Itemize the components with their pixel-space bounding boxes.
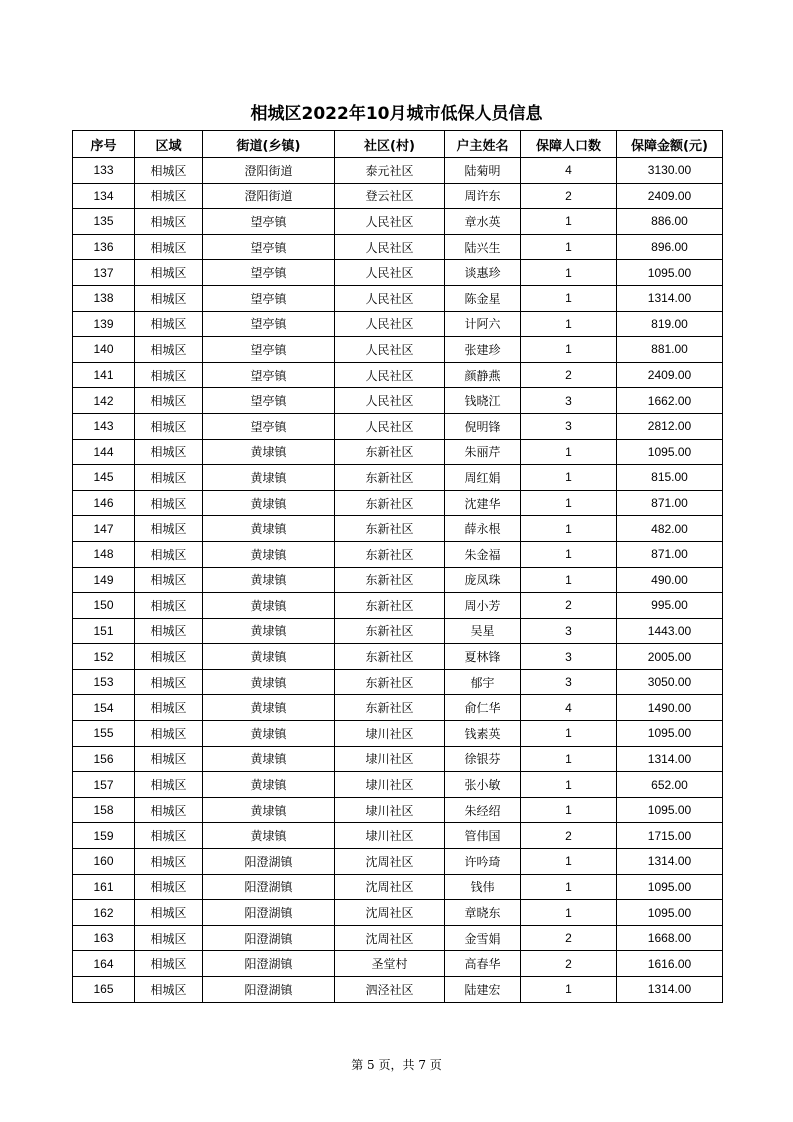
cell-householder: 高春华 bbox=[445, 951, 521, 977]
cell-street-town: 黄埭镇 bbox=[203, 465, 335, 491]
cell-street-town: 黄埭镇 bbox=[203, 618, 335, 644]
document-title: 相城区2022年10月城市低保人员信息 bbox=[250, 104, 543, 124]
cell-amount: 1314.00 bbox=[617, 285, 723, 311]
cell-serial: 138 bbox=[73, 285, 135, 311]
cell-street-town: 黄埭镇 bbox=[203, 695, 335, 721]
table-row bbox=[73, 618, 723, 644]
table-row bbox=[73, 362, 723, 388]
table-row bbox=[73, 260, 723, 286]
cell-serial: 149 bbox=[73, 567, 135, 593]
cell-district: 相城区 bbox=[135, 388, 203, 414]
cell-serial: 148 bbox=[73, 541, 135, 567]
cell-householder: 钱晓江 bbox=[445, 388, 521, 414]
cell-amount: 3050.00 bbox=[617, 669, 723, 695]
cell-covered-persons: 1 bbox=[521, 746, 617, 772]
cell-serial: 146 bbox=[73, 490, 135, 516]
cell-householder: 朱经绍 bbox=[445, 797, 521, 823]
cell-district: 相城区 bbox=[135, 593, 203, 619]
cell-serial: 155 bbox=[73, 721, 135, 747]
cell-amount: 1095.00 bbox=[617, 439, 723, 465]
cell-serial: 133 bbox=[73, 158, 135, 184]
cell-covered-persons: 1 bbox=[521, 465, 617, 491]
cell-serial: 141 bbox=[73, 362, 135, 388]
column-header-district: 区域 bbox=[135, 131, 203, 158]
cell-community: 东新社区 bbox=[335, 439, 445, 465]
cell-amount: 1095.00 bbox=[617, 260, 723, 286]
cell-serial: 134 bbox=[73, 183, 135, 209]
cell-householder: 钱素英 bbox=[445, 721, 521, 747]
cell-covered-persons: 2 bbox=[521, 362, 617, 388]
table-row bbox=[73, 285, 723, 311]
cell-community: 东新社区 bbox=[335, 618, 445, 644]
cell-community: 登云社区 bbox=[335, 183, 445, 209]
cell-district: 相城区 bbox=[135, 285, 203, 311]
cell-community: 东新社区 bbox=[335, 541, 445, 567]
cell-street-town: 阳澄湖镇 bbox=[203, 951, 335, 977]
cell-covered-persons: 1 bbox=[521, 234, 617, 260]
cell-householder: 周小芳 bbox=[445, 593, 521, 619]
cell-covered-persons: 3 bbox=[521, 618, 617, 644]
cell-householder: 沈建华 bbox=[445, 490, 521, 516]
cell-street-town: 阳澄湖镇 bbox=[203, 849, 335, 875]
table-row bbox=[73, 541, 723, 567]
table-row bbox=[73, 183, 723, 209]
cell-district: 相城区 bbox=[135, 618, 203, 644]
cell-community: 埭川社区 bbox=[335, 772, 445, 798]
table-row bbox=[73, 516, 723, 542]
cell-covered-persons: 1 bbox=[521, 285, 617, 311]
cell-community: 埭川社区 bbox=[335, 823, 445, 849]
cell-amount: 1095.00 bbox=[617, 797, 723, 823]
cell-householder: 金雪娟 bbox=[445, 925, 521, 951]
cell-amount: 1314.00 bbox=[617, 849, 723, 875]
cell-amount: 886.00 bbox=[617, 209, 723, 235]
cell-householder: 计阿六 bbox=[445, 311, 521, 337]
cell-householder: 徐银芬 bbox=[445, 746, 521, 772]
cell-amount: 1095.00 bbox=[617, 900, 723, 926]
cell-covered-persons: 1 bbox=[521, 977, 617, 1003]
cell-amount: 819.00 bbox=[617, 311, 723, 337]
cell-serial: 135 bbox=[73, 209, 135, 235]
cell-householder: 周红娟 bbox=[445, 465, 521, 491]
cell-community: 东新社区 bbox=[335, 490, 445, 516]
cell-householder: 倪明锋 bbox=[445, 413, 521, 439]
cell-amount: 871.00 bbox=[617, 541, 723, 567]
cell-street-town: 黄埭镇 bbox=[203, 439, 335, 465]
cell-covered-persons: 1 bbox=[521, 209, 617, 235]
cell-district: 相城区 bbox=[135, 644, 203, 670]
cell-community: 埭川社区 bbox=[335, 721, 445, 747]
cell-community: 人民社区 bbox=[335, 413, 445, 439]
cell-district: 相城区 bbox=[135, 874, 203, 900]
cell-district: 相城区 bbox=[135, 900, 203, 926]
cell-district: 相城区 bbox=[135, 209, 203, 235]
cell-serial: 154 bbox=[73, 695, 135, 721]
cell-serial: 142 bbox=[73, 388, 135, 414]
cell-district: 相城区 bbox=[135, 669, 203, 695]
cell-householder: 周许东 bbox=[445, 183, 521, 209]
cell-community: 沈周社区 bbox=[335, 874, 445, 900]
cell-covered-persons: 1 bbox=[521, 772, 617, 798]
cell-householder: 薛永根 bbox=[445, 516, 521, 542]
table-row bbox=[73, 311, 723, 337]
cell-community: 人民社区 bbox=[335, 209, 445, 235]
cell-community: 人民社区 bbox=[335, 337, 445, 363]
cell-district: 相城区 bbox=[135, 311, 203, 337]
cell-street-town: 望亭镇 bbox=[203, 413, 335, 439]
cell-covered-persons: 1 bbox=[521, 541, 617, 567]
column-header-street-town: 街道(乡镇) bbox=[203, 131, 335, 158]
cell-serial: 150 bbox=[73, 593, 135, 619]
cell-district: 相城区 bbox=[135, 362, 203, 388]
cell-street-town: 望亭镇 bbox=[203, 285, 335, 311]
cell-street-town: 黄埭镇 bbox=[203, 721, 335, 747]
cell-householder: 章水英 bbox=[445, 209, 521, 235]
cell-householder: 庞凤珠 bbox=[445, 567, 521, 593]
table-row bbox=[73, 849, 723, 875]
cell-serial: 147 bbox=[73, 516, 135, 542]
cell-district: 相城区 bbox=[135, 490, 203, 516]
table-row bbox=[73, 388, 723, 414]
cell-covered-persons: 1 bbox=[521, 260, 617, 286]
cell-district: 相城区 bbox=[135, 516, 203, 542]
cell-amount: 881.00 bbox=[617, 337, 723, 363]
cell-amount: 1314.00 bbox=[617, 746, 723, 772]
cell-district: 相城区 bbox=[135, 337, 203, 363]
cell-district: 相城区 bbox=[135, 260, 203, 286]
cell-serial: 163 bbox=[73, 925, 135, 951]
cell-serial: 161 bbox=[73, 874, 135, 900]
table-row bbox=[73, 695, 723, 721]
cell-street-town: 黄埭镇 bbox=[203, 567, 335, 593]
cell-street-town: 望亭镇 bbox=[203, 311, 335, 337]
cell-householder: 谈惠珍 bbox=[445, 260, 521, 286]
cell-serial: 160 bbox=[73, 849, 135, 875]
cell-amount: 1490.00 bbox=[617, 695, 723, 721]
cell-householder: 陈金星 bbox=[445, 285, 521, 311]
cell-serial: 159 bbox=[73, 823, 135, 849]
cell-covered-persons: 1 bbox=[521, 439, 617, 465]
cell-amount: 1095.00 bbox=[617, 721, 723, 747]
cell-covered-persons: 1 bbox=[521, 490, 617, 516]
table-row bbox=[73, 413, 723, 439]
cell-amount: 2409.00 bbox=[617, 183, 723, 209]
table-row bbox=[73, 337, 723, 363]
cell-street-town: 望亭镇 bbox=[203, 260, 335, 286]
cell-householder: 郁宇 bbox=[445, 669, 521, 695]
cell-serial: 156 bbox=[73, 746, 135, 772]
cell-community: 泗泾社区 bbox=[335, 977, 445, 1003]
cell-street-town: 望亭镇 bbox=[203, 388, 335, 414]
cell-serial: 139 bbox=[73, 311, 135, 337]
cell-community: 东新社区 bbox=[335, 669, 445, 695]
cell-district: 相城区 bbox=[135, 567, 203, 593]
cell-amount: 1095.00 bbox=[617, 874, 723, 900]
cell-amount: 871.00 bbox=[617, 490, 723, 516]
cell-street-town: 黄埭镇 bbox=[203, 516, 335, 542]
cell-serial: 140 bbox=[73, 337, 135, 363]
cell-householder: 钱伟 bbox=[445, 874, 521, 900]
cell-covered-persons: 1 bbox=[521, 797, 617, 823]
cell-district: 相城区 bbox=[135, 797, 203, 823]
table-row bbox=[73, 874, 723, 900]
cell-community: 人民社区 bbox=[335, 362, 445, 388]
cell-householder: 朱丽芹 bbox=[445, 439, 521, 465]
cell-householder: 许吟琦 bbox=[445, 849, 521, 875]
cell-community: 东新社区 bbox=[335, 593, 445, 619]
table-row bbox=[73, 900, 723, 926]
cell-serial: 145 bbox=[73, 465, 135, 491]
column-header-serial: 序号 bbox=[73, 131, 135, 158]
cell-district: 相城区 bbox=[135, 746, 203, 772]
cell-amount: 490.00 bbox=[617, 567, 723, 593]
cell-householder: 张建珍 bbox=[445, 337, 521, 363]
cell-amount: 3130.00 bbox=[617, 158, 723, 184]
cell-district: 相城区 bbox=[135, 439, 203, 465]
cell-serial: 165 bbox=[73, 977, 135, 1003]
cell-community: 东新社区 bbox=[335, 567, 445, 593]
cell-amount: 1616.00 bbox=[617, 951, 723, 977]
cell-amount: 1443.00 bbox=[617, 618, 723, 644]
page-footer: 第 5 页，共 7 页 bbox=[351, 1058, 442, 1072]
table-row bbox=[73, 669, 723, 695]
cell-serial: 152 bbox=[73, 644, 135, 670]
cell-covered-persons: 1 bbox=[521, 849, 617, 875]
table-row bbox=[73, 209, 723, 235]
cell-covered-persons: 2 bbox=[521, 183, 617, 209]
cell-serial: 136 bbox=[73, 234, 135, 260]
cell-community: 沈周社区 bbox=[335, 925, 445, 951]
cell-amount: 482.00 bbox=[617, 516, 723, 542]
column-header-covered-persons: 保障人口数 bbox=[521, 131, 617, 158]
cell-amount: 1662.00 bbox=[617, 388, 723, 414]
cell-district: 相城区 bbox=[135, 183, 203, 209]
cell-community: 人民社区 bbox=[335, 260, 445, 286]
cell-covered-persons: 1 bbox=[521, 900, 617, 926]
cell-covered-persons: 4 bbox=[521, 695, 617, 721]
cell-district: 相城区 bbox=[135, 823, 203, 849]
cell-street-town: 黄埭镇 bbox=[203, 746, 335, 772]
cell-street-town: 望亭镇 bbox=[203, 209, 335, 235]
cell-district: 相城区 bbox=[135, 413, 203, 439]
cell-district: 相城区 bbox=[135, 772, 203, 798]
cell-district: 相城区 bbox=[135, 849, 203, 875]
cell-district: 相城区 bbox=[135, 925, 203, 951]
cell-street-town: 黄埭镇 bbox=[203, 823, 335, 849]
column-header-community-village: 社区(村) bbox=[335, 131, 445, 158]
cell-street-town: 黄埭镇 bbox=[203, 593, 335, 619]
cell-community: 泰元社区 bbox=[335, 158, 445, 184]
table-row bbox=[73, 951, 723, 977]
cell-serial: 153 bbox=[73, 669, 135, 695]
cell-community: 东新社区 bbox=[335, 695, 445, 721]
cell-covered-persons: 1 bbox=[521, 567, 617, 593]
cell-covered-persons: 3 bbox=[521, 644, 617, 670]
table-row bbox=[73, 823, 723, 849]
cell-covered-persons: 3 bbox=[521, 669, 617, 695]
cell-community: 东新社区 bbox=[335, 644, 445, 670]
cell-community: 人民社区 bbox=[335, 388, 445, 414]
cell-district: 相城区 bbox=[135, 234, 203, 260]
cell-street-town: 阳澄湖镇 bbox=[203, 874, 335, 900]
cell-amount: 995.00 bbox=[617, 593, 723, 619]
table-row bbox=[73, 593, 723, 619]
table-row bbox=[73, 439, 723, 465]
cell-community: 沈周社区 bbox=[335, 849, 445, 875]
cell-serial: 157 bbox=[73, 772, 135, 798]
cell-covered-persons: 2 bbox=[521, 951, 617, 977]
cell-community: 埭川社区 bbox=[335, 746, 445, 772]
cell-amount: 896.00 bbox=[617, 234, 723, 260]
cell-covered-persons: 2 bbox=[521, 925, 617, 951]
cell-district: 相城区 bbox=[135, 541, 203, 567]
cell-householder: 颜静燕 bbox=[445, 362, 521, 388]
cell-serial: 158 bbox=[73, 797, 135, 823]
cell-street-town: 黄埭镇 bbox=[203, 669, 335, 695]
subsistence-allowance-table bbox=[72, 130, 723, 1003]
cell-community: 埭川社区 bbox=[335, 797, 445, 823]
cell-district: 相城区 bbox=[135, 977, 203, 1003]
cell-householder: 管伟国 bbox=[445, 823, 521, 849]
cell-community: 东新社区 bbox=[335, 465, 445, 491]
table-row bbox=[73, 746, 723, 772]
table-row bbox=[73, 567, 723, 593]
cell-district: 相城区 bbox=[135, 695, 203, 721]
cell-amount: 2005.00 bbox=[617, 644, 723, 670]
cell-covered-persons: 4 bbox=[521, 158, 617, 184]
table-row bbox=[73, 977, 723, 1003]
table-row bbox=[73, 925, 723, 951]
cell-street-town: 阳澄湖镇 bbox=[203, 977, 335, 1003]
cell-community: 圣堂村 bbox=[335, 951, 445, 977]
cell-householder: 朱金福 bbox=[445, 541, 521, 567]
cell-district: 相城区 bbox=[135, 158, 203, 184]
cell-serial: 164 bbox=[73, 951, 135, 977]
cell-householder: 陆菊明 bbox=[445, 158, 521, 184]
table-row bbox=[73, 158, 723, 184]
cell-serial: 137 bbox=[73, 260, 135, 286]
cell-street-town: 阳澄湖镇 bbox=[203, 925, 335, 951]
cell-amount: 1668.00 bbox=[617, 925, 723, 951]
cell-serial: 144 bbox=[73, 439, 135, 465]
cell-street-town: 望亭镇 bbox=[203, 337, 335, 363]
cell-covered-persons: 1 bbox=[521, 311, 617, 337]
table-header-row bbox=[73, 131, 723, 158]
cell-amount: 1314.00 bbox=[617, 977, 723, 1003]
cell-amount: 1715.00 bbox=[617, 823, 723, 849]
cell-district: 相城区 bbox=[135, 951, 203, 977]
cell-householder: 张小敏 bbox=[445, 772, 521, 798]
column-header-householder-name: 户主姓名 bbox=[445, 131, 521, 158]
cell-covered-persons: 3 bbox=[521, 388, 617, 414]
cell-covered-persons: 1 bbox=[521, 874, 617, 900]
table-row bbox=[73, 465, 723, 491]
cell-householder: 夏林锋 bbox=[445, 644, 521, 670]
cell-covered-persons: 1 bbox=[521, 721, 617, 747]
table-row bbox=[73, 721, 723, 747]
cell-householder: 陆兴生 bbox=[445, 234, 521, 260]
cell-covered-persons: 1 bbox=[521, 337, 617, 363]
cell-street-town: 望亭镇 bbox=[203, 234, 335, 260]
table-row bbox=[73, 797, 723, 823]
cell-street-town: 澄阳街道 bbox=[203, 183, 335, 209]
cell-street-town: 黄埭镇 bbox=[203, 772, 335, 798]
cell-amount: 815.00 bbox=[617, 465, 723, 491]
table-body bbox=[73, 158, 723, 1003]
cell-amount: 2812.00 bbox=[617, 413, 723, 439]
cell-serial: 151 bbox=[73, 618, 135, 644]
cell-covered-persons: 3 bbox=[521, 413, 617, 439]
cell-community: 沈周社区 bbox=[335, 900, 445, 926]
cell-district: 相城区 bbox=[135, 721, 203, 747]
cell-covered-persons: 2 bbox=[521, 823, 617, 849]
cell-street-town: 黄埭镇 bbox=[203, 490, 335, 516]
column-header-allowance-amount: 保障金额(元) bbox=[617, 131, 723, 158]
cell-serial: 143 bbox=[73, 413, 135, 439]
cell-householder: 陆建宏 bbox=[445, 977, 521, 1003]
cell-amount: 2409.00 bbox=[617, 362, 723, 388]
cell-street-town: 望亭镇 bbox=[203, 362, 335, 388]
cell-street-town: 阳澄湖镇 bbox=[203, 900, 335, 926]
cell-street-town: 黄埭镇 bbox=[203, 644, 335, 670]
cell-community: 人民社区 bbox=[335, 285, 445, 311]
table-row bbox=[73, 234, 723, 260]
cell-covered-persons: 2 bbox=[521, 593, 617, 619]
table-row bbox=[73, 644, 723, 670]
cell-amount: 652.00 bbox=[617, 772, 723, 798]
cell-street-town: 黄埭镇 bbox=[203, 797, 335, 823]
table-row bbox=[73, 772, 723, 798]
cell-community: 人民社区 bbox=[335, 311, 445, 337]
cell-householder: 章晓东 bbox=[445, 900, 521, 926]
cell-community: 东新社区 bbox=[335, 516, 445, 542]
cell-street-town: 黄埭镇 bbox=[203, 541, 335, 567]
cell-street-town: 澄阳街道 bbox=[203, 158, 335, 184]
cell-householder: 俞仁华 bbox=[445, 695, 521, 721]
cell-householder: 吴星 bbox=[445, 618, 521, 644]
cell-serial: 162 bbox=[73, 900, 135, 926]
cell-community: 人民社区 bbox=[335, 234, 445, 260]
cell-covered-persons: 1 bbox=[521, 516, 617, 542]
cell-district: 相城区 bbox=[135, 465, 203, 491]
table-row bbox=[73, 490, 723, 516]
